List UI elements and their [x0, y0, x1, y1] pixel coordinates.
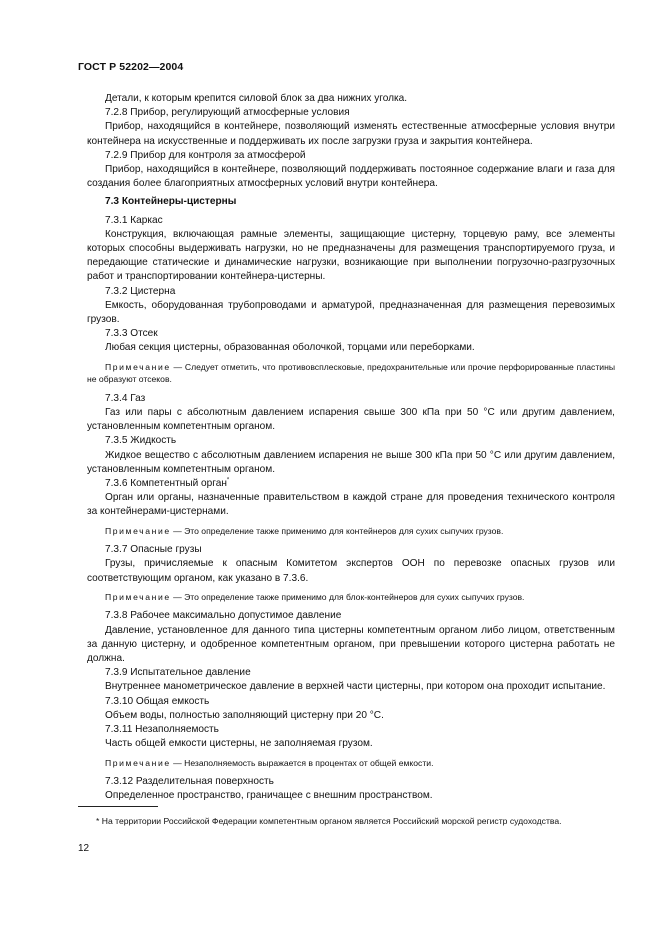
paragraph-text: 7.3.7 Опасные грузы: [105, 544, 202, 556]
paragraph: [87, 557, 615, 585]
paragraph: [87, 789, 615, 803]
paragraph: [87, 737, 615, 751]
paragraph-text: 7.3.1 Каркас: [105, 214, 163, 226]
paragraph: [87, 406, 615, 434]
note-label: Примечание: [105, 361, 171, 372]
note-label: Примечание: [105, 525, 171, 536]
note: [87, 591, 615, 604]
footnote: * На территории Российской Федерации компетентным органом является Российский морской регистр судоходства.: [96, 816, 562, 826]
document-header: ГОСТ Р 52202—2004: [78, 61, 184, 73]
note-text: — Это определение также применимо для блок-контейнеров для сухих сыпучих грузов.: [170, 591, 525, 602]
paragraph: [87, 434, 615, 448]
paragraph: [87, 341, 615, 355]
paragraph: [87, 327, 615, 341]
paragraph-text: 7.3.12 Разделительная поверхность: [105, 776, 274, 788]
note: [87, 757, 615, 770]
paragraph: [87, 609, 615, 623]
paragraph: [87, 106, 615, 120]
paragraph-text: 7.3.9 Испытательное давление: [105, 667, 251, 679]
paragraph-text: 7.3.10 Общая емкость: [105, 695, 210, 707]
note-text: — Следует отметить, что противовсплесковые, предохранительные или прочие перфорированные пластины не образуют отсеков.: [87, 361, 615, 385]
paragraph-text: Конструкция, включающая рамные элементы, защищающие цистерну, торцевую раму, все элементы которых способны выдерживать нагрузки, но не предназначены для размещения транспортируемого груза, и передающие статические и динамические нагрузки, возникающие при выполнении погрузочно-разгрузочных работ и транспортировании контейнера-цистерны.: [87, 228, 615, 283]
paragraph: [87, 392, 615, 406]
paragraph: [87, 299, 615, 327]
footnote-marker: *: [226, 477, 230, 484]
paragraph-text: Часть общей емкости цистерны, не заполняемая грузом.: [105, 738, 373, 750]
footnote-rule: [78, 806, 158, 807]
paragraph-text: 7.3.5 Жидкость: [105, 435, 177, 447]
paragraph-text: Жидкое вещество с абсолютным давлением испарения не выше 300 кПа при 50 °С или другим давлением, установленным компетентным органом.: [87, 449, 615, 475]
paragraph-text: 7.3.3 Отсек: [105, 328, 158, 340]
section-heading: 7.3 Контейнеры-цистерны: [105, 196, 237, 208]
paragraph-text: 7.3.4 Газ: [105, 392, 146, 404]
paragraph: [87, 709, 615, 723]
paragraph: [87, 624, 615, 667]
paragraph-text: 7.3.6 Компетентный орган: [105, 478, 227, 490]
note-label: Примечание: [105, 757, 171, 768]
paragraph-text: Давление, установленное для данного типа цистерны компетентным органом либо лицом, ответственным за данную цистерну, и одобренное компетентным органом, при превышении которого цистерна работать не должна.: [87, 624, 615, 665]
paragraph-text: Прибор, находящийся в контейнере, позволяющий поддерживать постоянное содержание влаги и газа для создания более благоприятных атмосферных условий внутри контейнера.: [87, 164, 615, 190]
paragraph: [87, 149, 615, 163]
paragraph: [87, 723, 615, 737]
paragraph-text: Детали, к которым крепится силовой блок за два нижних уголка.: [105, 93, 408, 104]
paragraph-text: 7.3.11 Незаполняемость: [105, 724, 219, 736]
paragraph: [87, 666, 615, 680]
paragraph: [87, 214, 615, 228]
paragraph-text: Внутреннее манометрическое давление в верхней части цистерны, при котором она проходит испытание.: [105, 681, 606, 693]
paragraph: [87, 228, 615, 285]
paragraph: [87, 775, 615, 789]
paragraph-text: Емкость, оборудованная трубопроводами и арматурой, предназначенная для размещения перевозимых грузов.: [87, 299, 615, 326]
paragraph: [87, 163, 615, 191]
document-body: [87, 92, 615, 804]
paragraph: [87, 285, 615, 299]
note: [87, 361, 615, 386]
paragraph: [87, 449, 615, 477]
paragraph-text: 7.3.8 Рабочее максимально допустимое давление: [105, 610, 342, 622]
paragraph-text: Любая секция цистерны, образованная оболочкой, торцами или переборками.: [105, 342, 475, 354]
paragraph-text: 7.3.2 Цистерна: [105, 285, 176, 297]
note-text: — Незаполняемость выражается в процентах от общей емкости.: [170, 757, 434, 768]
paragraph-text: Грузы, причисляемые к опасным Комитетом экспертов ООН по перевозке опасных грузов или соответствующим органом, как указано в 7.3.6.: [87, 558, 615, 584]
paragraph-text: Орган или органы, назначенные правительством в каждой стране для проведения технического контроля за контейнерами-цистернами.: [87, 492, 615, 518]
paragraph-text: Определенное пространство, граничащее с внешним пространством.: [105, 790, 433, 802]
paragraph-text: Прибор, находящийся в контейнере, позволяющий изменять естественные атмосферные условия внутри контейнера на искусственные и поддерживать их после загрузки груза и закрытия контейнера.: [87, 121, 615, 147]
paragraph: [87, 92, 615, 106]
page-number: 12: [78, 843, 90, 854]
paragraph: [87, 477, 615, 491]
note-label: Примечание: [105, 591, 171, 602]
note-text: — Это определение также применимо для контейнеров для сухих сыпучих грузов.: [170, 525, 504, 536]
paragraph: [87, 491, 615, 519]
paragraph: [87, 680, 615, 694]
note: [87, 525, 615, 538]
paragraph: [87, 695, 615, 709]
paragraph: [87, 120, 615, 148]
paragraph-text: 7.2.8 Прибор, регулирующий атмосферные условия: [105, 107, 350, 119]
paragraph-text: Газ или пары с абсолютным давлением испарения свыше 300 кПа при 50 °С или другим давлением, установленным компетентным органом.: [87, 407, 615, 433]
paragraph-text: 7.2.9 Прибор для контроля за атмосферой: [105, 149, 306, 161]
paragraph-text: Объем воды, полностью заполняющий цистерну при 20 °С.: [105, 709, 384, 721]
paragraph: [87, 543, 615, 557]
